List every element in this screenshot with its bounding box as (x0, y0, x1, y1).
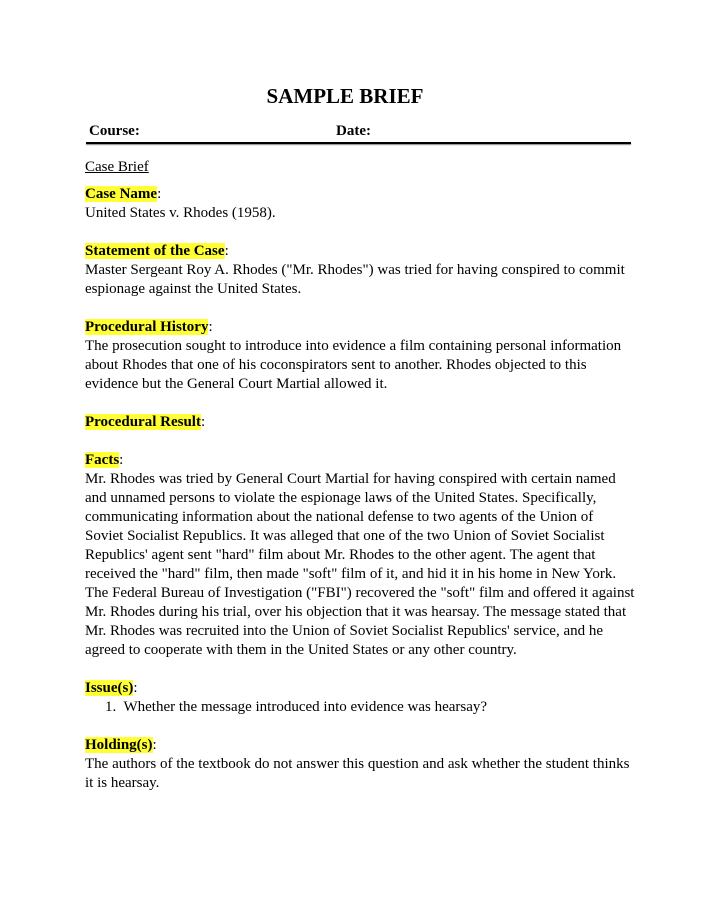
section-text: The authors of the textbook do not answer this question and ask whether the student thinks it is hearsay. (85, 756, 630, 791)
date-label: Date: (336, 123, 371, 139)
section-facts: Facts: Mr. Rhodes was tried by General Court Martial for having conspired with certain named and unnamed persons to violate the espionage laws of the United States. Specifically, communicating information about the national defense to two agents of the Union of Soviet Socialist Republics. It was alleged that one of the two Union of Soviet Socialist Republics' agent sent "hard" film about Mr. Rhodes to the other agent. The agent that received the "hard" film, then made "soft" film of it, and hid it in his home in New York. The Federal Bureau of Investigation ("FBI") recovered the "soft" film and offered it against Mr. Rhodes during his trial, over his objection that it was hearsay. The message stated that Mr. Rhodes was recruited into the Union of Soviet Socialist Republics' service, and he agreed to cooperate with them in the United States or any other country. (85, 452, 635, 658)
section-heading: Statement of the Case (85, 243, 225, 259)
section-text: Mr. Rhodes was tried by General Court Martial for having conspired with certain named and unnamed persons to violate the espionage laws of the United States. Specifically, communicating information about the national defense to two agents of the Union of Soviet Socialist Republics. It was alleged that one of the two Union of Soviet Socialist Republics' agent sent "hard" film about Mr. Rhodes to the other agent. The agent that received the "hard" film, then made "soft" film of it, and hid it in his home in New York. The Federal Bureau of Investigation ("FBI") recovered the "soft" film and offered it against Mr. Rhodes during his trial, over his objection that it was hearsay. The message stated that Mr. Rhodes was recruited into the Union of Soviet Socialist Republics' service, and he agreed to cooperate with them in the United States or any other country. (85, 471, 635, 658)
course-label: Course: (89, 123, 140, 139)
section-heading: Issue(s) (85, 680, 134, 696)
case-brief-label: Case Brief (85, 159, 149, 175)
section-heading: Case Name (85, 186, 158, 202)
section-text: United States v. Rhodes (1958). (85, 205, 276, 221)
issue-list (85, 698, 635, 717)
header-divider (86, 142, 631, 144)
section-procedural-history: Procedural History: The prosecution sought to introduce into evidence a film containing personal information about Rhodes that one of his coconspirators sent to another. Rhodes objected to this evidence but the General Court Martial allowed it. (85, 318, 635, 394)
section-procedural-result: Procedural Result: (85, 414, 206, 430)
section-holdings: Holding(s): The authors of the textbook do not answer this question and ask whether the student thinks it is hearsay. (85, 736, 635, 793)
section-heading: Holding(s) (85, 737, 153, 753)
section-heading: Facts (85, 452, 120, 468)
section-text: Master Sergeant Roy A. Rhodes ("Mr. Rhodes") was tried for having conspired to commit espionage against the United States. (85, 262, 625, 297)
section-heading: Procedural History (85, 319, 209, 335)
section-case-name: Case Name: United States v. Rhodes (1958). (85, 185, 635, 223)
list-item (105, 698, 635, 717)
document-title: SAMPLE BRIEF (266, 84, 424, 108)
brief-content (85, 158, 635, 793)
issue-text: Whether the message introduced into evidence was hearsay? (123, 699, 488, 715)
issue-number: 1. (105, 699, 117, 715)
section-issues: Issue(s): 1. Whether the message introduced into evidence was hearsay? (85, 679, 635, 717)
section-heading: Procedural Result (85, 414, 201, 430)
section-text: The prosecution sought to introduce into evidence a film containing personal information about Rhodes that one of his coconspirators sent to another. Rhodes objected to this evidence but the General Court Martial allowed it. (85, 338, 622, 392)
section-statement-of-case: Statement of the Case: Master Sergeant Roy A. Rhodes ("Mr. Rhodes") was tried for having conspired to commit espionage against the United States. (85, 242, 635, 299)
